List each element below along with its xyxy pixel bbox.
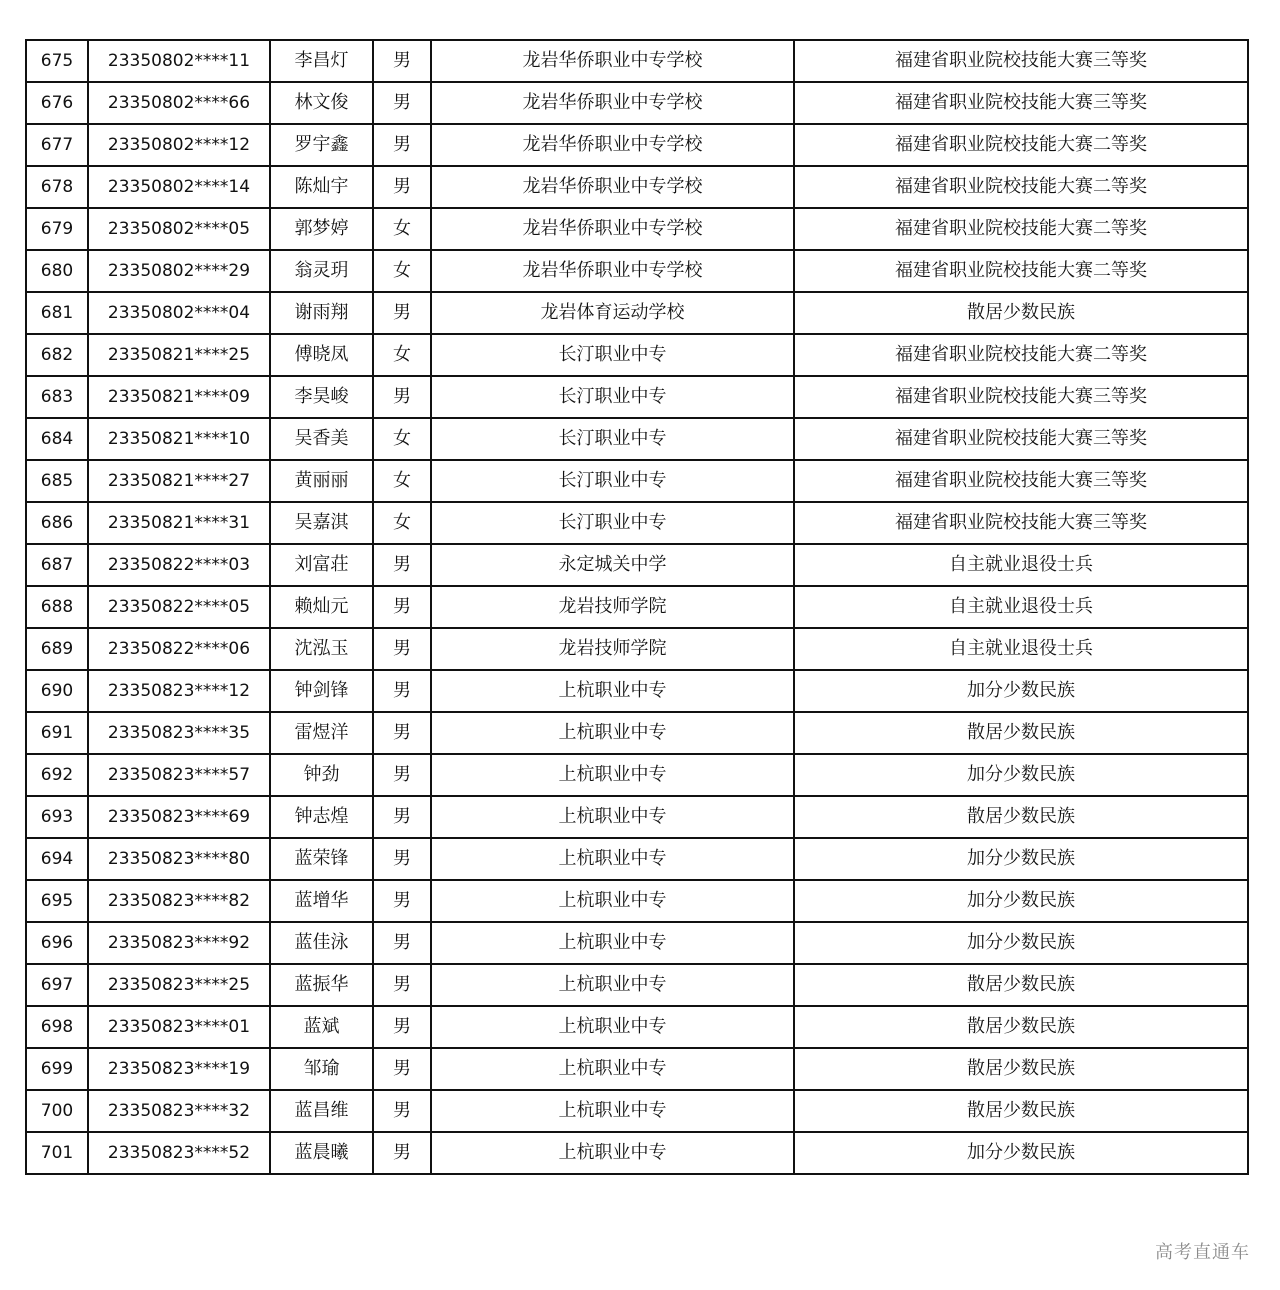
table-row [26,334,1248,376]
row-number-cell: 688 [26,586,88,628]
gender-cell: 男 [373,1048,431,1090]
exam-id-cell: 23350821****10 [88,418,270,460]
row-number-cell: 696 [26,922,88,964]
exam-id-cell: 23350821****27 [88,460,270,502]
bonus-category-cell: 加分少数民族 [794,922,1248,964]
exam-id-cell: 23350823****12 [88,670,270,712]
row-number-cell: 697 [26,964,88,1006]
school-name-cell: 龙岩体育运动学校 [431,292,794,334]
row-number-cell: 686 [26,502,88,544]
school-name-cell: 上杭职业中专 [431,1090,794,1132]
gender-cell: 男 [373,292,431,334]
gender-cell: 男 [373,796,431,838]
school-name-cell: 龙岩技师学院 [431,628,794,670]
table-row [26,1090,1248,1132]
candidate-name-cell: 李昌灯 [270,40,373,82]
gender-cell: 男 [373,670,431,712]
table-row [26,502,1248,544]
school-name-cell: 上杭职业中专 [431,670,794,712]
gender-cell: 男 [373,40,431,82]
candidate-name-cell: 吴香美 [270,418,373,460]
gender-cell: 男 [373,1132,431,1174]
table-row [26,460,1248,502]
row-number-cell: 694 [26,838,88,880]
exam-id-cell: 23350802****14 [88,166,270,208]
row-number-cell: 683 [26,376,88,418]
exam-id-cell: 23350823****52 [88,1132,270,1174]
row-number-cell: 676 [26,82,88,124]
table-row [26,544,1248,586]
gender-cell: 男 [373,922,431,964]
exam-id-cell: 23350823****92 [88,922,270,964]
table-row [26,166,1248,208]
table-row [26,40,1248,82]
table-row [26,292,1248,334]
bonus-category-cell: 散居少数民族 [794,1048,1248,1090]
table-row [26,1006,1248,1048]
gender-cell: 女 [373,460,431,502]
table-row [26,922,1248,964]
candidate-name-cell: 赖灿元 [270,586,373,628]
exam-id-cell: 23350823****25 [88,964,270,1006]
school-name-cell: 上杭职业中专 [431,712,794,754]
candidate-name-cell: 罗宇鑫 [270,124,373,166]
bonus-category-cell: 福建省职业院校技能大赛三等奖 [794,376,1248,418]
gender-cell: 男 [373,166,431,208]
row-number-cell: 678 [26,166,88,208]
bonus-category-cell: 加分少数民族 [794,838,1248,880]
school-name-cell: 长汀职业中专 [431,376,794,418]
candidate-name-cell: 沈泓玉 [270,628,373,670]
candidate-name-cell: 钟剑锋 [270,670,373,712]
table-row [26,82,1248,124]
table-row [26,208,1248,250]
row-number-cell: 675 [26,40,88,82]
table-row [26,1048,1248,1090]
gender-cell: 女 [373,418,431,460]
school-name-cell: 上杭职业中专 [431,1006,794,1048]
candidate-name-cell: 钟劲 [270,754,373,796]
exam-id-cell: 23350823****82 [88,880,270,922]
candidate-name-cell: 钟志煌 [270,796,373,838]
school-name-cell: 龙岩华侨职业中专学校 [431,124,794,166]
exam-id-cell: 23350802****29 [88,250,270,292]
table-row [26,1132,1248,1174]
bonus-category-cell: 福建省职业院校技能大赛三等奖 [794,502,1248,544]
table-row [26,670,1248,712]
exam-id-cell: 23350802****11 [88,40,270,82]
school-name-cell: 龙岩华侨职业中专学校 [431,40,794,82]
gender-cell: 女 [373,334,431,376]
bonus-category-cell: 福建省职业院校技能大赛二等奖 [794,250,1248,292]
school-name-cell: 永定城关中学 [431,544,794,586]
school-name-cell: 长汀职业中专 [431,502,794,544]
exam-id-cell: 23350802****66 [88,82,270,124]
table-row [26,250,1248,292]
candidate-name-cell: 翁灵玥 [270,250,373,292]
row-number-cell: 684 [26,418,88,460]
row-number-cell: 687 [26,544,88,586]
gender-cell: 男 [373,628,431,670]
gender-cell: 男 [373,964,431,1006]
bonus-category-cell: 自主就业退役士兵 [794,586,1248,628]
row-number-cell: 701 [26,1132,88,1174]
row-number-cell: 677 [26,124,88,166]
gender-cell: 男 [373,544,431,586]
school-name-cell: 龙岩技师学院 [431,586,794,628]
exam-id-cell: 23350823****57 [88,754,270,796]
table-row [26,964,1248,1006]
candidate-name-cell: 蓝晨曦 [270,1132,373,1174]
gender-cell: 男 [373,586,431,628]
row-number-cell: 689 [26,628,88,670]
exam-id-cell: 23350821****09 [88,376,270,418]
candidate-name-cell: 蓝佳泳 [270,922,373,964]
bonus-category-cell: 福建省职业院校技能大赛二等奖 [794,334,1248,376]
exam-id-cell: 23350823****19 [88,1048,270,1090]
table-row [26,712,1248,754]
bonus-category-cell: 散居少数民族 [794,292,1248,334]
table-row [26,796,1248,838]
bonus-category-cell: 散居少数民族 [794,712,1248,754]
exam-id-cell: 23350802****04 [88,292,270,334]
row-number-cell: 685 [26,460,88,502]
school-name-cell: 长汀职业中专 [431,460,794,502]
gender-cell: 男 [373,82,431,124]
bonus-category-cell: 散居少数民族 [794,964,1248,1006]
school-name-cell: 上杭职业中专 [431,796,794,838]
row-number-cell: 680 [26,250,88,292]
bonus-category-cell: 自主就业退役士兵 [794,544,1248,586]
exam-id-cell: 23350823****69 [88,796,270,838]
table-row [26,754,1248,796]
candidate-name-cell: 邹瑜 [270,1048,373,1090]
candidate-name-cell: 蓝荣锋 [270,838,373,880]
gender-cell: 男 [373,712,431,754]
bonus-category-cell: 自主就业退役士兵 [794,628,1248,670]
table-row [26,628,1248,670]
school-name-cell: 上杭职业中专 [431,964,794,1006]
row-number-cell: 679 [26,208,88,250]
candidate-name-cell: 蓝昌维 [270,1090,373,1132]
table-row [26,124,1248,166]
exam-id-cell: 23350822****06 [88,628,270,670]
row-number-cell: 698 [26,1006,88,1048]
candidate-name-cell: 李昊峻 [270,376,373,418]
gender-cell: 男 [373,376,431,418]
gender-cell: 男 [373,1006,431,1048]
bonus-category-cell: 福建省职业院校技能大赛二等奖 [794,208,1248,250]
watermark-text: 高考直通车 [1155,1242,1250,1263]
candidate-name-cell: 谢雨翔 [270,292,373,334]
bonus-category-cell: 加分少数民族 [794,670,1248,712]
gender-cell: 男 [373,838,431,880]
table-row [26,838,1248,880]
bonus-category-cell: 福建省职业院校技能大赛三等奖 [794,460,1248,502]
bonus-category-cell: 散居少数民族 [794,796,1248,838]
candidate-name-cell: 陈灿宇 [270,166,373,208]
row-number-cell: 681 [26,292,88,334]
gender-cell: 男 [373,880,431,922]
bonus-category-cell: 加分少数民族 [794,754,1248,796]
school-name-cell: 长汀职业中专 [431,334,794,376]
school-name-cell: 长汀职业中专 [431,418,794,460]
candidate-name-cell: 蓝斌 [270,1006,373,1048]
table-row [26,418,1248,460]
school-name-cell: 龙岩华侨职业中专学校 [431,208,794,250]
row-number-cell: 682 [26,334,88,376]
exam-id-cell: 23350802****05 [88,208,270,250]
candidate-name-cell: 蓝振华 [270,964,373,1006]
school-name-cell: 龙岩华侨职业中专学校 [431,250,794,292]
table-row [26,376,1248,418]
bonus-category-cell: 加分少数民族 [794,880,1248,922]
row-number-cell: 690 [26,670,88,712]
table-row [26,880,1248,922]
gender-cell: 男 [373,754,431,796]
row-number-cell: 693 [26,796,88,838]
bonus-category-cell: 散居少数民族 [794,1090,1248,1132]
exam-id-cell: 23350823****35 [88,712,270,754]
school-name-cell: 上杭职业中专 [431,1132,794,1174]
candidate-table [25,39,1249,1175]
gender-cell: 男 [373,1090,431,1132]
candidate-table-body [26,40,1248,1174]
table-row [26,586,1248,628]
results-sheet [25,39,1247,1175]
bonus-category-cell: 福建省职业院校技能大赛二等奖 [794,124,1248,166]
exam-id-cell: 23350822****03 [88,544,270,586]
exam-id-cell: 23350823****80 [88,838,270,880]
exam-id-cell: 23350823****32 [88,1090,270,1132]
bonus-category-cell: 加分少数民族 [794,1132,1248,1174]
row-number-cell: 699 [26,1048,88,1090]
candidate-name-cell: 黄丽丽 [270,460,373,502]
gender-cell: 女 [373,208,431,250]
candidate-name-cell: 吴嘉淇 [270,502,373,544]
school-name-cell: 龙岩华侨职业中专学校 [431,166,794,208]
school-name-cell: 上杭职业中专 [431,1048,794,1090]
row-number-cell: 695 [26,880,88,922]
exam-id-cell: 23350802****12 [88,124,270,166]
exam-id-cell: 23350821****31 [88,502,270,544]
bonus-category-cell: 福建省职业院校技能大赛三等奖 [794,418,1248,460]
gender-cell: 女 [373,502,431,544]
gender-cell: 女 [373,250,431,292]
school-name-cell: 上杭职业中专 [431,838,794,880]
candidate-name-cell: 蓝增华 [270,880,373,922]
exam-id-cell: 23350823****01 [88,1006,270,1048]
school-name-cell: 龙岩华侨职业中专学校 [431,82,794,124]
row-number-cell: 700 [26,1090,88,1132]
school-name-cell: 上杭职业中专 [431,922,794,964]
row-number-cell: 692 [26,754,88,796]
candidate-name-cell: 雷煜洋 [270,712,373,754]
bonus-category-cell: 福建省职业院校技能大赛三等奖 [794,40,1248,82]
bonus-category-cell: 散居少数民族 [794,1006,1248,1048]
candidate-name-cell: 刘富荘 [270,544,373,586]
gender-cell: 男 [373,124,431,166]
candidate-name-cell: 傅晓凤 [270,334,373,376]
school-name-cell: 上杭职业中专 [431,880,794,922]
candidate-name-cell: 林文俊 [270,82,373,124]
row-number-cell: 691 [26,712,88,754]
bonus-category-cell: 福建省职业院校技能大赛三等奖 [794,82,1248,124]
bonus-category-cell: 福建省职业院校技能大赛二等奖 [794,166,1248,208]
exam-id-cell: 23350821****25 [88,334,270,376]
candidate-name-cell: 郭梦婷 [270,208,373,250]
school-name-cell: 上杭职业中专 [431,754,794,796]
exam-id-cell: 23350822****05 [88,586,270,628]
